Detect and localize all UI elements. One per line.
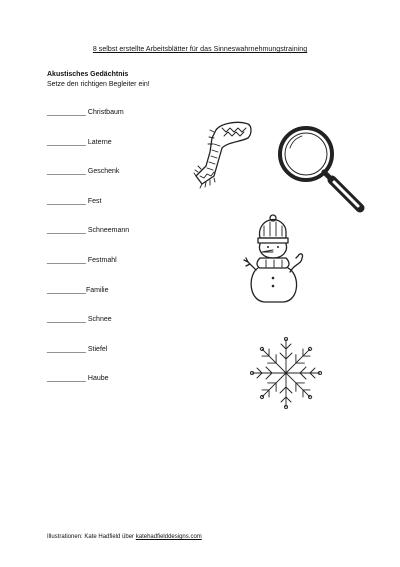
word-line-1 <box>47 109 129 139</box>
fill-blank[interactable]: __________ <box>47 286 86 294</box>
word-label: Schnee <box>87 316 112 324</box>
fill-blank[interactable]: __________ <box>47 375 86 383</box>
instruction-text: Setze den richtigen Begleiter ein! <box>47 81 150 88</box>
fill-blank[interactable]: __________ <box>47 168 86 176</box>
fill-blank[interactable]: __________ <box>47 345 86 353</box>
word-label: Christbaum <box>87 109 124 116</box>
word-label: Fest <box>87 197 102 205</box>
fill-blank[interactable]: __________ <box>47 138 86 146</box>
word-label: Haube <box>87 375 109 383</box>
fill-blank[interactable]: __________ <box>47 109 86 116</box>
word-label: Familie <box>85 286 109 294</box>
fill-blank[interactable]: __________ <box>47 256 86 264</box>
footer-prefix: Illustrationen: Kate Hadfield über <box>47 534 136 540</box>
word-line-7 <box>47 287 129 317</box>
footer-credit <box>47 534 202 540</box>
fill-blank[interactable]: __________ <box>47 316 86 324</box>
fill-blank[interactable]: __________ <box>47 197 86 205</box>
word-label: Schneemann <box>87 227 130 235</box>
fill-blank[interactable]: __________ <box>47 227 86 235</box>
word-line-10 <box>47 375 129 405</box>
word-line-6 <box>47 257 129 287</box>
word-label: Geschenk <box>87 168 120 176</box>
snowflake-illustration <box>246 336 326 410</box>
word-line-2 <box>47 139 129 169</box>
snowman-illustration <box>244 214 308 306</box>
footer-link[interactable]: katehadfielddesigns.com <box>135 534 202 540</box>
word-label: Festmahl <box>87 256 117 264</box>
word-line-3 <box>47 168 129 198</box>
word-label: Laterne <box>87 138 112 146</box>
word-line-5 <box>47 227 129 257</box>
word-list <box>47 109 129 405</box>
word-line-8 <box>47 316 129 346</box>
section-title: Akustisches Gedächtnis <box>47 71 129 78</box>
scarf-illustration <box>194 118 254 190</box>
word-label: Stiefel <box>87 345 108 353</box>
word-line-9 <box>47 346 129 376</box>
word-line-4 <box>47 198 129 228</box>
page-title: 8 selbst erstellte Arbeitsblätter für das Sinneswahrnehmungstraining <box>92 46 308 53</box>
magnifying-glass-illustration <box>276 124 370 216</box>
